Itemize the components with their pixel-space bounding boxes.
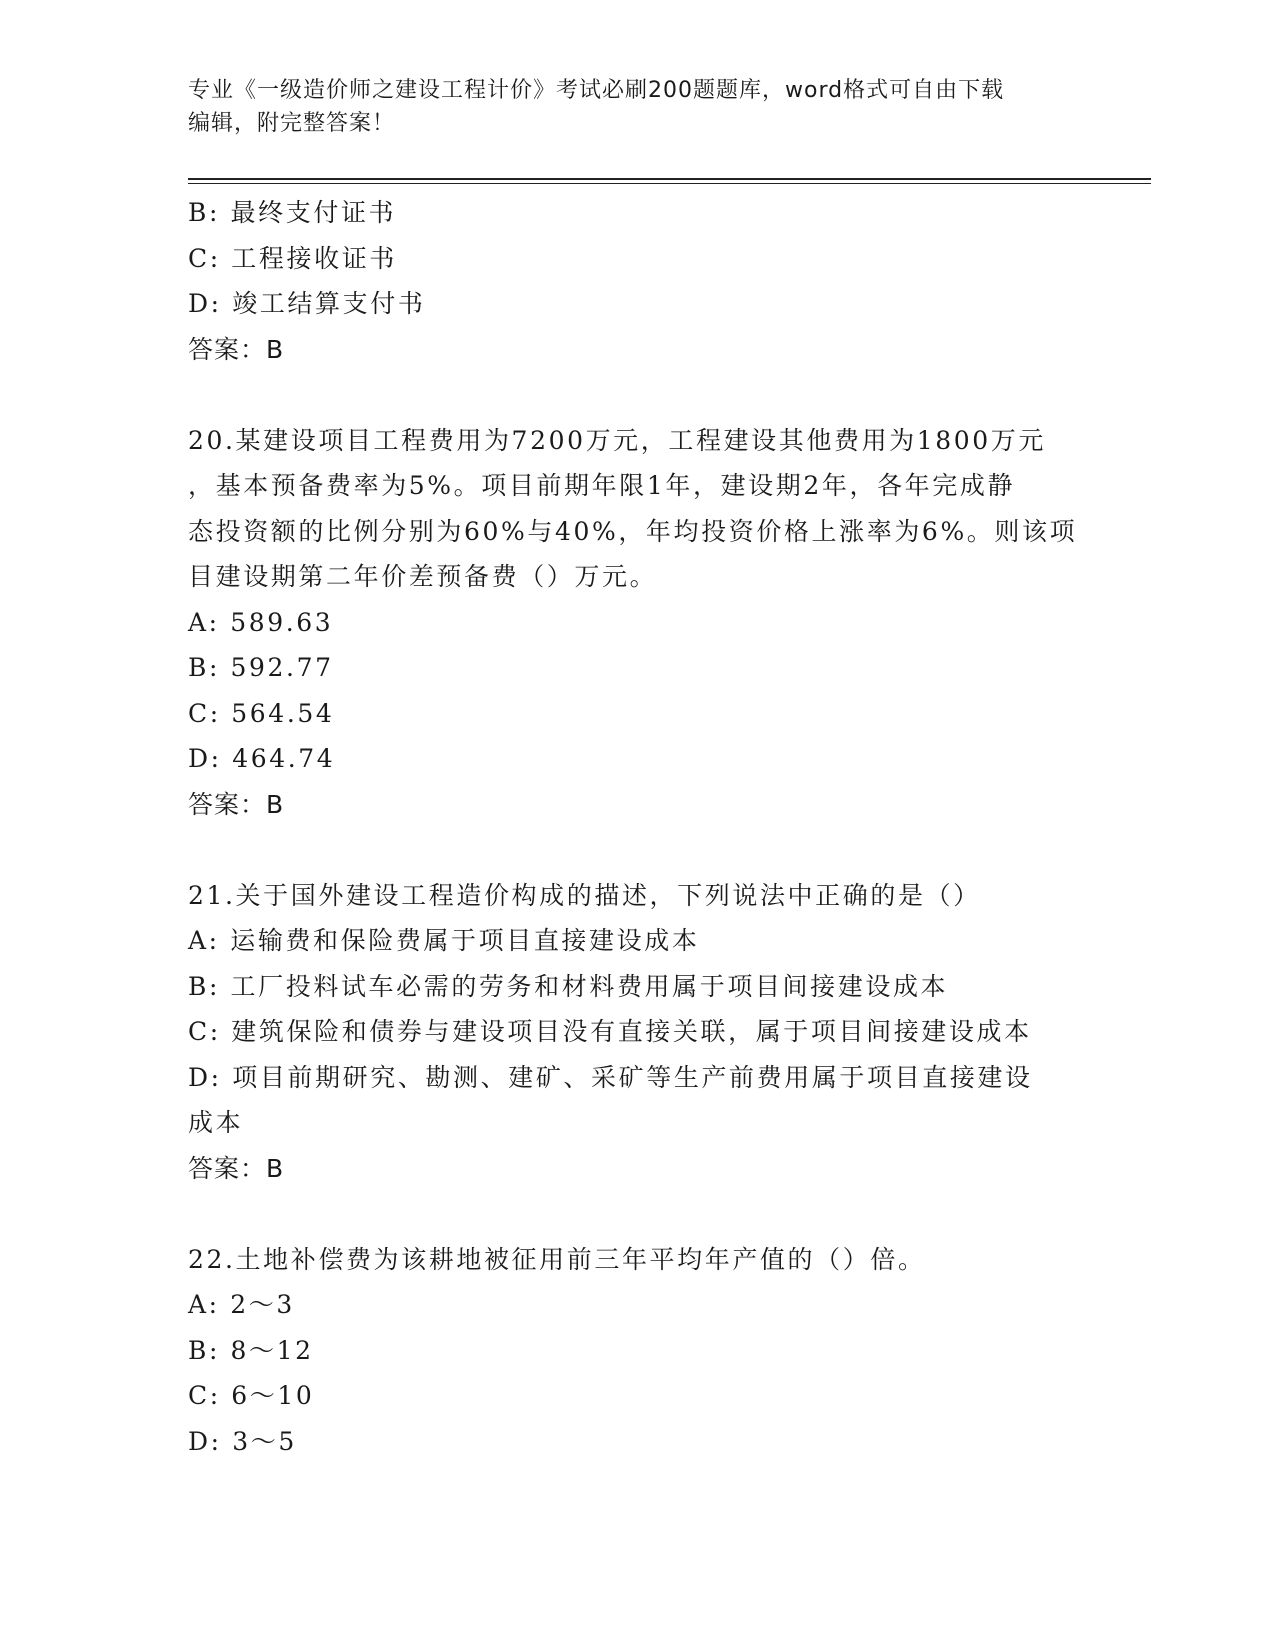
option-c: C: 564.54	[188, 698, 335, 728]
question-stem-line: 目建设期第二年价差预备费（）万元。	[188, 562, 658, 591]
answer: 答案：B	[188, 789, 285, 819]
spacer	[188, 372, 1088, 418]
spacer	[188, 1191, 1088, 1237]
option-a: A: 589.63	[188, 607, 334, 637]
option-d: D: 3～5	[188, 1426, 297, 1456]
option-c: C: 建筑保险和债券与建设项目没有直接关联，属于项目间接建设成本	[188, 1017, 1032, 1046]
option-b: B: 592.77	[188, 653, 334, 682]
header-line-1: 专业《一级造价师之建设工程计价》考试必刷200题题库，word格式可自由下载	[188, 78, 1005, 103]
header-divider-thin	[188, 183, 1151, 184]
answer: 答案：B	[188, 1153, 285, 1183]
header-line-2: 编辑，附完整答案！	[188, 111, 396, 136]
spacer	[188, 827, 1088, 873]
question-22	[188, 1237, 1088, 1465]
question-stem: 21.关于国外建设工程造价构成的描述，下列说法中正确的是（）	[188, 880, 981, 910]
option-b: B: 8～12	[188, 1335, 314, 1365]
option-c: C: 6～10	[188, 1381, 315, 1410]
option-c: C: 工程接收证书	[188, 243, 397, 273]
header-divider-thick	[188, 178, 1151, 180]
question-stem-line: ，基本预备费率为5%。项目前期年限1年，建设期2年，各年完成静	[188, 471, 1016, 500]
question-stem: 22.土地补偿费为该耕地被征用前三年平均年产值的（）倍。	[188, 1244, 926, 1274]
option-d: D: 464.74	[188, 744, 336, 773]
option-d-line-1: D: 项目前期研究、勘测、建矿、采矿等生产前费用属于项目直接建设	[188, 1062, 1033, 1092]
question-21	[188, 873, 1088, 1192]
option-d: D: 竣工结算支付书	[188, 289, 426, 318]
document-header	[188, 74, 1088, 140]
option-a: A: 运输费和保险费属于项目直接建设成本	[188, 926, 700, 955]
question-stem-line: 20.某建设项目工程费用为7200万元，工程建设其他费用为1800万元	[188, 425, 1047, 455]
option-d-line-2: 成本	[188, 1108, 244, 1137]
question-20	[188, 418, 1088, 828]
question-stem-line: 态投资额的比例分别为60%与40%，年均投资价格上涨率为6%。则该项	[188, 516, 1078, 546]
question-19-tail	[188, 190, 1088, 372]
option-a: A: 2～3	[188, 1290, 295, 1319]
option-b: B: 工厂投料试车必需的劳务和材料费用属于项目间接建设成本	[188, 971, 949, 1001]
option-b: B: 最终支付证书	[188, 198, 397, 227]
answer: 答案：B	[188, 334, 285, 364]
question-list	[188, 190, 1088, 1464]
